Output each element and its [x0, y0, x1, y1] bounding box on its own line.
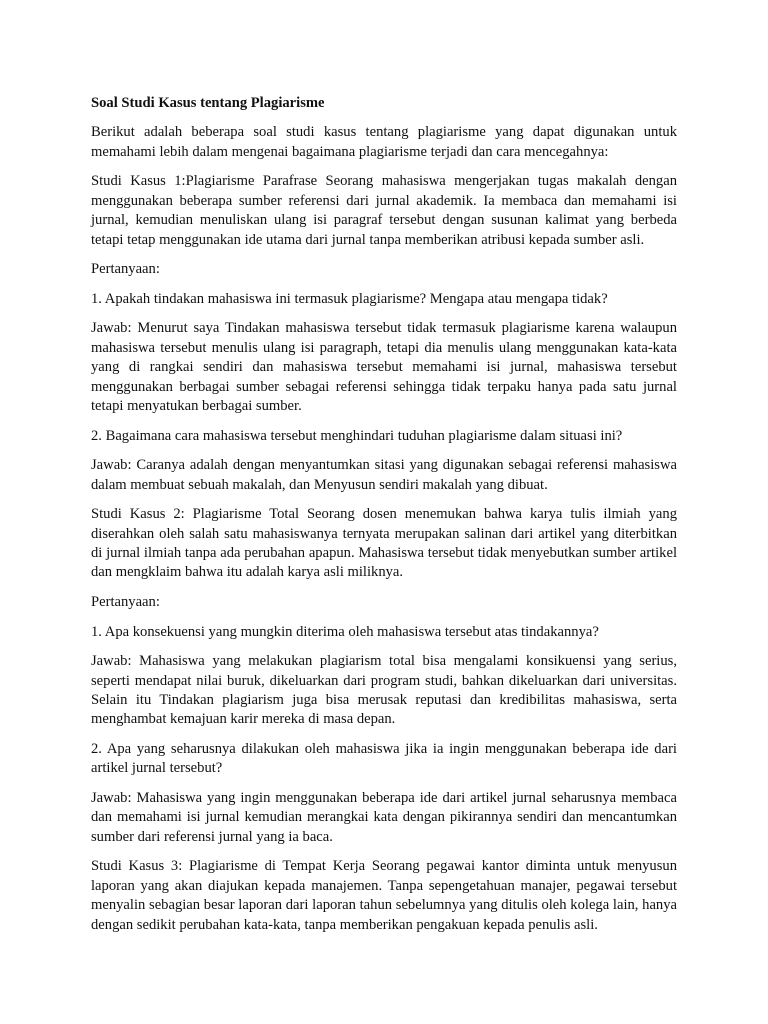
case-study-1-paragraph: Studi Kasus 1:Plagiarisme Parafrase Seorang mahasiswa mengerjakan tugas makalah dengan menggunakan beberapa sumber referensi dari jurnal akademik. Ia membaca dan memahami isi jurnal, kemudian menuliskan ulang isi paragraf tersebut dengan susunan kalimat yang berbeda tetapi tetap menggunakan ide utama dari jurnal tanpa memberikan atribusi kepada sumber asli. [91, 173, 677, 248]
document-title: Soal Studi Kasus tentang Plagiarisme [91, 95, 325, 111]
questions-heading-1: Pertanyaan: [91, 261, 160, 278]
case-1-question-2: 2. Bagaimana cara mahasiswa tersebut menghindari tuduhan plagiarisme dalam situasi ini? [91, 427, 623, 444]
intro-paragraph: Berikut adalah beberapa soal studi kasus tentang plagiarisme yang dapat digunakan untuk memahami lebih dalam mengenai bagaimana plagiarisme terjadi dan cara mencegahnya: [91, 124, 677, 160]
case-study-2-paragraph: Studi Kasus 2: Plagiarisme Total Seorang dosen menemukan bahwa karya tulis ilmiah yang diserahkan oleh salah satu mahasiswanya ternyata merupakan salinan dari artikel yang diterbitkan di jurnal ilmiah tanpa ada perubahan apapun. Mahasiswa tersebut tidak menyebutkan sumber artikel dan mengklaim bahwa itu adalah karya asli miliknya. [91, 506, 677, 581]
case-2-question-2: 2. Apa yang seharusnya dilakukan oleh mahasiswa jika ia ingin menggunakan beberapa ide dari artikel jurnal tersebut? [91, 741, 677, 777]
case-2-answer-1: Jawab: Mahasiswa yang melakukan plagiarism total bisa mengalami konsikuensi yang serius, seperti mendapat nilai buruk, dikeluarkan dari program studi, bahkan dikeluarkan dari universitas. Selain itu Tindakan plagiarism juga bisa merusak reputasi dan kredibilitas mahasiswa, serta menghambat kemajuan karir mereka di masa depan. [91, 653, 677, 728]
document-page [91, 94, 677, 945]
case-study-3-paragraph: Studi Kasus 3: Plagiarisme di Tempat Kerja Seorang pegawai kantor diminta untuk menyusun laporan yang akan diajukan kepada manajemen. Tanpa sepengetahuan manajer, pegawai tersebut menyalin sebagian besar laporan dari laporan tahun sebelumnya yang ditulis oleh kolega lain, hanya dengan sedikit perubahan kata-kata, tanpa memberikan pengakuan kepada penulis asli. [91, 858, 677, 933]
case-1-question-1: 1. Apakah tindakan mahasiswa ini termasuk plagiarisme? Mengapa atau mengapa tidak? [91, 290, 608, 307]
case-2-question-1: 1. Apa konsekuensi yang mungkin diterima oleh mahasiswa tersebut atas tindakannya? [91, 623, 599, 640]
case-2-answer-2: Jawab: Mahasiswa yang ingin menggunakan beberapa ide dari artikel jurnal seharusnya membaca dan memahami isi jurnal kemudian merangkai kata dengan pikirannya sendiri dan mencantumkan sumber dari referensi jurnal yang ia baca. [91, 790, 677, 845]
case-1-answer-1: Jawab: Menurut saya Tindakan mahasiswa tersebut tidak termasuk plagiarisme karena walaupun mahasiswa tersebut menulis ulang isi paragraph, tetapi dia menulis ulang menggunakan kata-kata yang di rangkai sendiri dan mahasiswa tersebut memahami isi jurnal, mahasiswa tersebut menggunakan berbagai sumber sebagai referensi sehingga tidak terpaku hanya pada satu jurnal tetapi menyatukan berbagai sumber. [91, 320, 677, 415]
case-1-answer-2: Jawab: Caranya adalah dengan menyantumkan sitasi yang digunakan sebagai referensi mahasiswa dalam membuat sebuah makalah, dan Menyusun sendiri makalah yang dibuat. [91, 457, 677, 493]
questions-heading-2: Pertanyaan: [91, 594, 160, 611]
